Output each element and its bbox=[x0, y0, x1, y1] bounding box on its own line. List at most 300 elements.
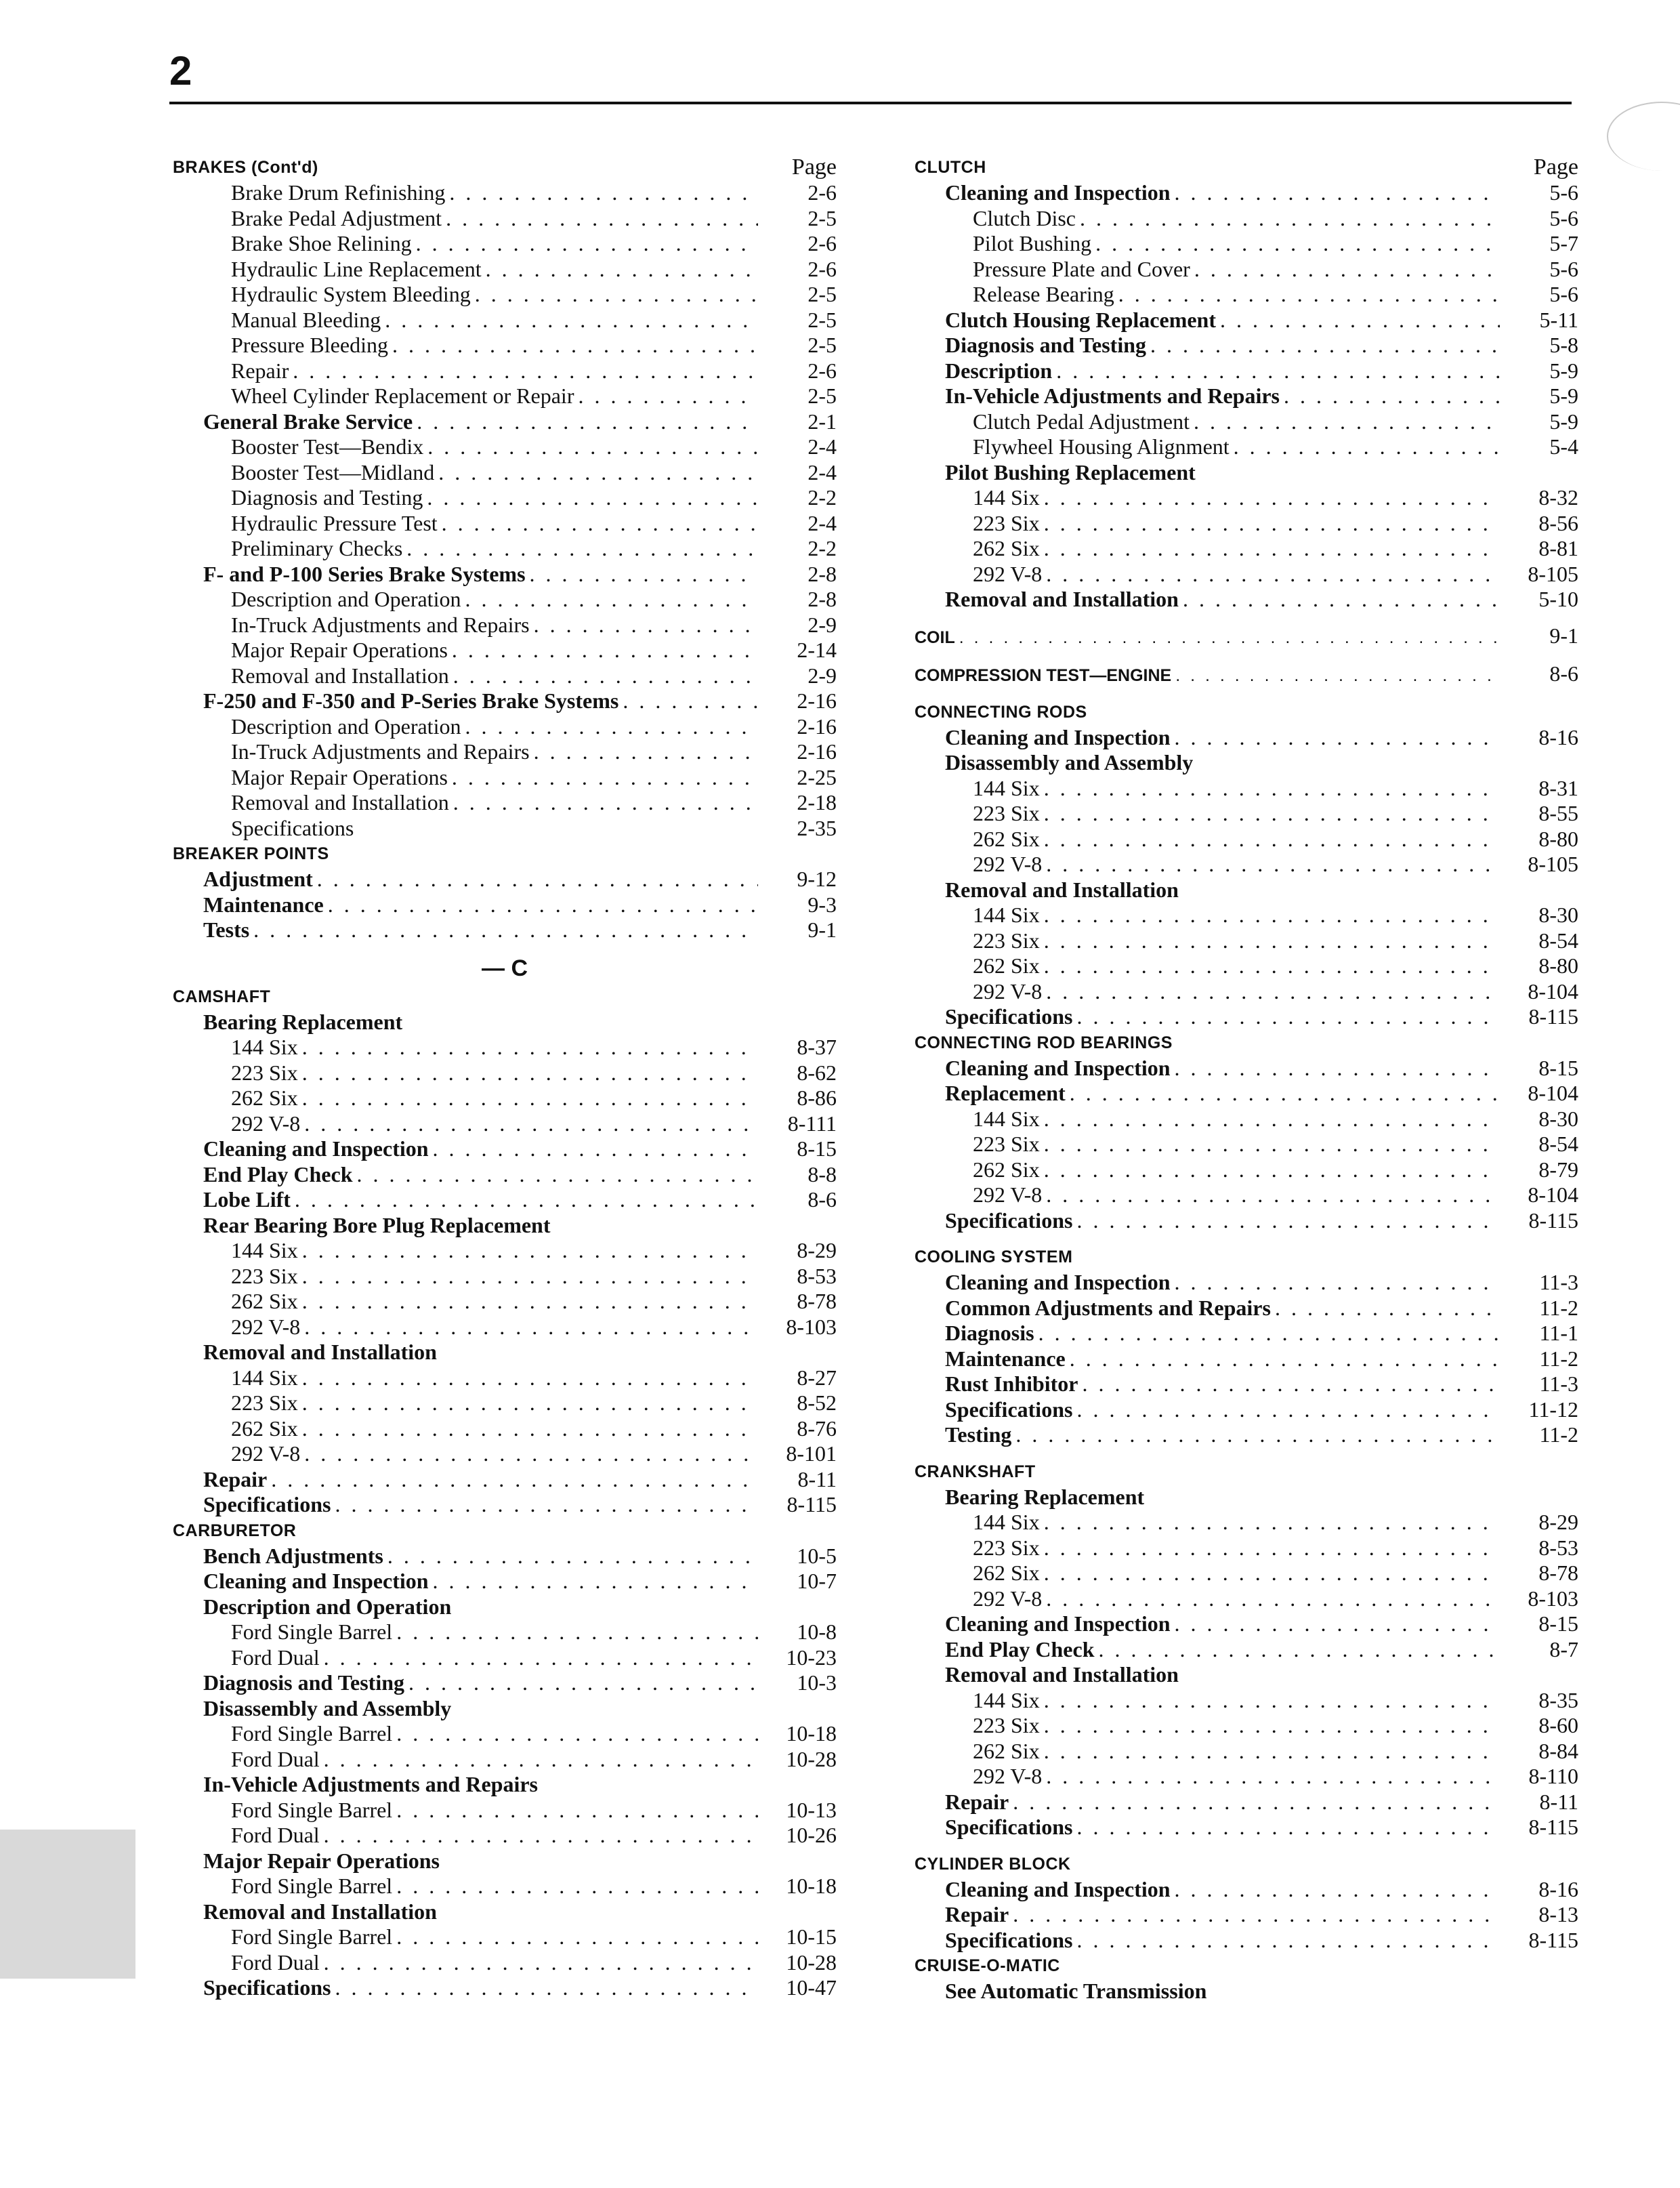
index-entry bbox=[173, 562, 837, 587]
page-ref: 9-1 bbox=[1549, 623, 1578, 648]
index-entry bbox=[173, 1213, 837, 1239]
index-entry bbox=[915, 1397, 1578, 1423]
index-entry bbox=[173, 1594, 837, 1620]
page-ref: 5-11 bbox=[1539, 307, 1578, 332]
entry-label: End Play Check bbox=[203, 1161, 353, 1186]
page-ref: 10-47 bbox=[786, 1975, 837, 2000]
entry-label: Maintenance bbox=[203, 892, 324, 917]
page-ref: 8-30 bbox=[1538, 1106, 1578, 1131]
page-ref: 8-16 bbox=[1538, 724, 1578, 749]
page-ref: 10-26 bbox=[786, 1823, 837, 1847]
page-ref: 2-2 bbox=[807, 536, 837, 560]
page-ref: 8-37 bbox=[797, 1035, 837, 1059]
entry-label: Removal and Installation bbox=[945, 1662, 1179, 1687]
entry-label: Clutch Housing Replacement bbox=[945, 307, 1216, 332]
dot-leader bbox=[1183, 587, 1500, 613]
dot-leader bbox=[1038, 1321, 1500, 1346]
entry-label: Specifications bbox=[945, 1004, 1073, 1029]
index-entry bbox=[915, 1321, 1578, 1346]
index-entry bbox=[915, 776, 1578, 802]
index-entry bbox=[173, 409, 837, 435]
dot-leader bbox=[328, 892, 758, 918]
dot-leader bbox=[1083, 1371, 1500, 1397]
index-entry bbox=[173, 1035, 837, 1060]
index-entry bbox=[915, 1371, 1578, 1397]
entry-label: 262 Six bbox=[231, 1086, 298, 1110]
entry-label: 262 Six bbox=[973, 953, 1040, 978]
dot-leader bbox=[1194, 409, 1500, 435]
entry-label: 292 V-8 bbox=[973, 978, 1043, 1004]
index-entry bbox=[915, 409, 1578, 435]
entry-label: Pressure Bleeding bbox=[231, 333, 388, 357]
dot-leader bbox=[335, 1492, 758, 1518]
dot-leader bbox=[442, 511, 758, 537]
index-entry bbox=[915, 1662, 1578, 1688]
page-ref: 10-3 bbox=[797, 1670, 837, 1695]
dot-leader bbox=[1044, 1107, 1500, 1132]
entry-label: Diagnosis and Testing bbox=[231, 485, 423, 510]
index-entry bbox=[173, 384, 837, 409]
page-ref: 8-7 bbox=[1549, 1636, 1578, 1661]
section-title: BREAKER POINTS bbox=[173, 844, 329, 863]
index-entry bbox=[915, 1586, 1578, 1612]
dot-leader bbox=[1044, 511, 1500, 537]
index-entry bbox=[915, 562, 1578, 587]
page-ref: 8-15 bbox=[1538, 1055, 1578, 1080]
page-ref: 8-115 bbox=[1528, 1207, 1578, 1233]
index-entry bbox=[173, 1340, 837, 1365]
dot-leader bbox=[1044, 1561, 1500, 1586]
page-ref: 2-14 bbox=[797, 638, 837, 662]
page-ref: 10-13 bbox=[786, 1797, 837, 1822]
page-ref: 5-6 bbox=[1549, 256, 1578, 281]
index-entry bbox=[173, 1670, 837, 1696]
entry-label: Repair bbox=[231, 358, 289, 383]
entry-label: Removal and Installation bbox=[231, 663, 449, 688]
dot-leader bbox=[356, 1162, 758, 1188]
page-ref: 8-6 bbox=[1549, 661, 1578, 686]
dot-leader bbox=[396, 1798, 758, 1823]
dot-leader bbox=[302, 1060, 758, 1086]
entry-label: 223 Six bbox=[231, 1060, 298, 1085]
entry-label: 292 V-8 bbox=[973, 561, 1043, 586]
dot-leader bbox=[534, 613, 758, 638]
dot-leader bbox=[578, 384, 758, 409]
entry-label: Testing bbox=[945, 1422, 1012, 1447]
section-title: CLUTCH bbox=[915, 158, 986, 177]
dot-leader bbox=[1175, 1056, 1500, 1081]
entry-label: Hydraulic System Bleeding bbox=[231, 282, 471, 306]
entry-label: Tests bbox=[203, 917, 250, 942]
entry-label: Clutch Disc bbox=[973, 205, 1076, 230]
page-ref: 2-5 bbox=[807, 205, 837, 230]
entry-label: Pressure Plate and Cover bbox=[973, 256, 1190, 281]
page-ref: 5-10 bbox=[1538, 587, 1578, 611]
section-heading bbox=[173, 984, 837, 1010]
entry-label: Ford Single Barrel bbox=[231, 1797, 393, 1822]
entry-label: Adjustment bbox=[203, 867, 313, 891]
page-ref: 8-84 bbox=[1538, 1738, 1578, 1763]
index-entry bbox=[173, 257, 837, 283]
entry-label: Disassembly and Assembly bbox=[945, 750, 1194, 775]
index-entry bbox=[915, 953, 1578, 979]
entry-label: Description and Operation bbox=[231, 714, 461, 739]
dot-leader bbox=[416, 231, 758, 257]
page-ref: 10-18 bbox=[786, 1721, 837, 1746]
dot-leader bbox=[438, 460, 758, 486]
index-entry bbox=[915, 1296, 1578, 1321]
entry-label: Specifications bbox=[231, 815, 354, 840]
page-ref: 10-28 bbox=[786, 1746, 837, 1771]
dot-leader bbox=[302, 1390, 758, 1416]
dot-leader bbox=[1044, 953, 1500, 979]
index-entry bbox=[173, 282, 837, 308]
index-entry bbox=[915, 878, 1578, 903]
index-entry bbox=[173, 180, 837, 206]
section-heading bbox=[173, 1518, 837, 1544]
dot-leader bbox=[1044, 536, 1500, 562]
page-ref: 10-8 bbox=[797, 1619, 837, 1644]
entry-label: Specifications bbox=[945, 1207, 1073, 1233]
section-heading bbox=[915, 623, 1578, 651]
entry-label: Disassembly and Assembly bbox=[203, 1695, 452, 1720]
section-heading bbox=[915, 1459, 1578, 1485]
index-entry bbox=[915, 282, 1578, 308]
dot-leader bbox=[387, 1544, 758, 1569]
page-ref: 2-5 bbox=[807, 384, 837, 408]
page-ref: 11-12 bbox=[1528, 1397, 1578, 1422]
entry-label: Description and Operation bbox=[203, 1594, 452, 1619]
page-ref: 5-9 bbox=[1549, 358, 1578, 383]
index-entry bbox=[915, 206, 1578, 232]
entry-label: Cleaning and Inspection bbox=[945, 1876, 1171, 1901]
page-ref: 8-81 bbox=[1538, 536, 1578, 560]
dot-leader bbox=[1056, 358, 1500, 384]
page-ref: 11-1 bbox=[1539, 1321, 1578, 1345]
index-entry bbox=[173, 1441, 837, 1467]
entry-label: Pilot Bushing Replacement bbox=[945, 459, 1196, 484]
entry-label: Brake Shoe Relining bbox=[231, 231, 412, 255]
index-entry bbox=[915, 1182, 1578, 1208]
page-ref: 8-76 bbox=[797, 1416, 837, 1441]
entry-label: Ford Single Barrel bbox=[231, 1924, 393, 1949]
index-entry bbox=[915, 1815, 1578, 1840]
dot-leader bbox=[534, 739, 758, 765]
page-ref: 8-79 bbox=[1538, 1157, 1578, 1182]
page-ref: 8-78 bbox=[1538, 1561, 1578, 1585]
entry-label: Rear Bearing Bore Plug Replacement bbox=[203, 1212, 551, 1237]
section-heading bbox=[915, 699, 1578, 725]
entry-label: Ford Single Barrel bbox=[231, 1721, 393, 1746]
index-entry bbox=[173, 1798, 837, 1823]
dot-leader bbox=[1175, 180, 1500, 206]
entry-label: Maintenance bbox=[945, 1346, 1066, 1371]
entry-label: F- and P-100 Series Brake Systems bbox=[203, 561, 526, 586]
page-ref: 8-62 bbox=[797, 1060, 837, 1085]
page-ref: 2-16 bbox=[797, 714, 837, 739]
dot-leader bbox=[449, 180, 758, 206]
section-title: CARBURETOR bbox=[173, 1521, 297, 1540]
page-ref: 2-2 bbox=[807, 485, 837, 510]
dot-leader bbox=[302, 1365, 758, 1391]
page-ref: 8-115 bbox=[1528, 1815, 1578, 1839]
dot-leader bbox=[1076, 1928, 1500, 1954]
dot-leader bbox=[1044, 1157, 1500, 1183]
page-ref: 8-86 bbox=[797, 1086, 837, 1110]
dot-leader bbox=[324, 1950, 758, 1976]
page-ref: 8-101 bbox=[786, 1441, 837, 1466]
page-ref: 9-1 bbox=[807, 917, 837, 942]
index-entry bbox=[915, 1790, 1578, 1815]
header-rule bbox=[169, 102, 1572, 104]
page-ref: 8-60 bbox=[1538, 1713, 1578, 1737]
index-entry bbox=[173, 1899, 837, 1925]
index-entry bbox=[173, 434, 837, 460]
dot-leader bbox=[406, 536, 758, 562]
dot-leader bbox=[1046, 852, 1500, 878]
dot-leader bbox=[271, 1467, 758, 1493]
dot-leader bbox=[392, 333, 758, 358]
entry-label: In-Truck Adjustments and Repairs bbox=[231, 739, 530, 764]
index-entry bbox=[915, 1056, 1578, 1081]
dot-leader bbox=[417, 409, 758, 435]
section-heading bbox=[173, 154, 837, 180]
entry-label: Cleaning and Inspection bbox=[945, 1055, 1171, 1080]
entry-label: 223 Six bbox=[231, 1390, 298, 1415]
index-entry bbox=[915, 257, 1578, 283]
index-entry bbox=[915, 358, 1578, 384]
page-ref: 5-9 bbox=[1549, 384, 1578, 408]
index-entry bbox=[915, 852, 1578, 878]
index-entry bbox=[173, 739, 837, 765]
index-entry bbox=[173, 714, 837, 740]
entry-label: Lobe Lift bbox=[203, 1187, 291, 1212]
dot-leader bbox=[1175, 663, 1500, 689]
page-ref: 8-115 bbox=[1528, 1004, 1578, 1029]
page-ref: 2-8 bbox=[807, 561, 837, 586]
index-entry bbox=[173, 638, 837, 663]
entry-label: 262 Six bbox=[231, 1289, 298, 1313]
index-entry bbox=[173, 1849, 837, 1874]
index-entry bbox=[173, 1416, 837, 1442]
index-entry bbox=[915, 587, 1578, 613]
index-entry bbox=[915, 1004, 1578, 1030]
section-title: COOLING SYSTEM bbox=[915, 1247, 1073, 1266]
index-entry bbox=[915, 536, 1578, 562]
dot-leader bbox=[1175, 725, 1500, 751]
index-entry bbox=[173, 1569, 837, 1594]
entry-label: In-Vehicle Adjustments and Repairs bbox=[945, 384, 1280, 408]
index-entry bbox=[915, 1713, 1578, 1739]
entry-label: 144 Six bbox=[973, 1510, 1040, 1534]
dot-leader bbox=[396, 1619, 758, 1645]
entry-label: 223 Six bbox=[231, 1263, 298, 1288]
entry-label: Cleaning and Inspection bbox=[945, 1270, 1171, 1294]
index-entry bbox=[915, 1422, 1578, 1448]
index-entry bbox=[173, 1950, 837, 1976]
page-ref: 11-2 bbox=[1539, 1295, 1578, 1320]
page-ref: 8-115 bbox=[786, 1492, 837, 1516]
index-entry bbox=[915, 903, 1578, 928]
page-ref: 5-4 bbox=[1549, 434, 1578, 459]
page-ref: 11-2 bbox=[1539, 1422, 1578, 1447]
page-ref: 8-6 bbox=[807, 1187, 837, 1212]
index-entry bbox=[173, 1467, 837, 1493]
page-ref: 2-1 bbox=[807, 409, 837, 434]
dot-leader bbox=[959, 625, 1500, 651]
entry-label: See Automatic Transmission bbox=[945, 1979, 1207, 2003]
page-column-label: Page bbox=[791, 154, 837, 180]
page-ref: 8-111 bbox=[787, 1111, 837, 1136]
entry-label: 292 V-8 bbox=[231, 1111, 301, 1136]
dot-leader bbox=[1275, 1296, 1500, 1321]
entry-label: Diagnosis bbox=[945, 1321, 1034, 1345]
entry-label: In-Vehicle Adjustments and Repairs bbox=[203, 1772, 538, 1796]
dot-leader bbox=[396, 1721, 758, 1747]
index-entry bbox=[173, 613, 837, 638]
index-entry bbox=[915, 928, 1578, 954]
section-heading bbox=[915, 661, 1578, 688]
index-entry bbox=[173, 587, 837, 613]
page-ref: 8-110 bbox=[1528, 1764, 1578, 1788]
page-ref: 5-6 bbox=[1549, 282, 1578, 306]
entry-label: Common Adjustments and Repairs bbox=[945, 1295, 1271, 1320]
index-entry bbox=[915, 750, 1578, 776]
index-entry bbox=[915, 1346, 1578, 1372]
entry-label: Removal and Installation bbox=[945, 587, 1179, 611]
dot-leader bbox=[302, 1086, 758, 1111]
index-entry bbox=[915, 1081, 1578, 1107]
dot-leader bbox=[465, 587, 758, 613]
entry-label: 262 Six bbox=[973, 1561, 1040, 1585]
index-entry bbox=[173, 206, 837, 232]
dot-leader bbox=[317, 867, 758, 892]
dot-leader bbox=[1046, 1586, 1500, 1612]
index-entry bbox=[173, 1060, 837, 1086]
page-edge-curl bbox=[1607, 102, 1680, 171]
entry-label: 262 Six bbox=[973, 1157, 1040, 1182]
section-heading bbox=[915, 1851, 1578, 1877]
page-ref: 8-56 bbox=[1538, 510, 1578, 535]
page-ref: 5-6 bbox=[1549, 205, 1578, 230]
dot-leader bbox=[1076, 1004, 1500, 1030]
entry-label: Booster Test—Bendix bbox=[231, 434, 424, 459]
entry-label: Diagnosis and Testing bbox=[945, 333, 1147, 357]
page-ref: 10-5 bbox=[797, 1543, 837, 1568]
page-ref: 11-3 bbox=[1539, 1270, 1578, 1294]
page-ref: 5-8 bbox=[1549, 333, 1578, 357]
index-entry bbox=[915, 511, 1578, 537]
index-entry bbox=[173, 663, 837, 689]
index-entry bbox=[915, 1157, 1578, 1183]
dot-leader bbox=[1076, 1208, 1500, 1234]
entry-label: 144 Six bbox=[231, 1238, 298, 1262]
page-ref: 9-12 bbox=[797, 867, 837, 891]
index-entry bbox=[915, 1739, 1578, 1764]
dot-leader bbox=[1046, 562, 1500, 587]
entry-label: 144 Six bbox=[231, 1365, 298, 1390]
page-ref: 8-30 bbox=[1538, 903, 1578, 927]
dot-leader bbox=[1046, 1764, 1500, 1790]
dot-leader bbox=[1070, 1081, 1500, 1107]
page-ref: 10-18 bbox=[786, 1874, 837, 1898]
entry-label: Ford Dual bbox=[231, 1823, 320, 1847]
page-ref: 10-15 bbox=[786, 1924, 837, 1949]
entry-label: Cleaning and Inspection bbox=[945, 1611, 1171, 1636]
entry-label: Manual Bleeding bbox=[231, 307, 381, 332]
dot-leader bbox=[1220, 308, 1500, 333]
index-entry bbox=[915, 1535, 1578, 1561]
entry-label: Specifications bbox=[203, 1975, 331, 2000]
page-ref: 11-2 bbox=[1539, 1346, 1578, 1371]
index-entry bbox=[915, 180, 1578, 206]
page-ref: 8-32 bbox=[1538, 485, 1578, 510]
page-ref: 2-9 bbox=[807, 663, 837, 688]
page-ref: 8-104 bbox=[1528, 1182, 1578, 1207]
page-ref: 2-6 bbox=[807, 180, 837, 205]
index-entry bbox=[173, 688, 837, 714]
dot-leader bbox=[396, 1924, 758, 1950]
index-entry bbox=[173, 867, 837, 892]
index-entry bbox=[915, 308, 1578, 333]
page-ref: 2-5 bbox=[807, 282, 837, 306]
dot-leader bbox=[324, 1823, 758, 1849]
page-ref: 2-16 bbox=[797, 739, 837, 764]
page-ref: 8-115 bbox=[1528, 1927, 1578, 1952]
page-ref: 8-8 bbox=[807, 1161, 837, 1186]
index-column-left bbox=[173, 154, 837, 2001]
dot-leader bbox=[304, 1315, 758, 1340]
index-entry bbox=[173, 1315, 837, 1340]
index-entry bbox=[173, 1772, 837, 1798]
page-ref: 8-53 bbox=[797, 1263, 837, 1288]
dot-leader bbox=[302, 1264, 758, 1289]
dot-leader bbox=[530, 562, 758, 587]
section-title: CYLINDER BLOCK bbox=[915, 1854, 1071, 1874]
index-entry bbox=[173, 1696, 837, 1722]
section-title: CAMSHAFT bbox=[173, 987, 271, 1006]
dot-leader bbox=[1234, 434, 1500, 460]
entry-label: Repair bbox=[945, 1902, 1009, 1926]
index-entry bbox=[173, 917, 837, 943]
entry-label: Ford Single Barrel bbox=[231, 1874, 393, 1898]
index-entry bbox=[915, 1764, 1578, 1790]
entry-label: 262 Six bbox=[231, 1416, 298, 1441]
index-entry bbox=[173, 536, 837, 562]
entry-label: 223 Six bbox=[973, 1132, 1040, 1156]
entry-label: Removal and Installation bbox=[231, 790, 449, 814]
page-ref: 10-28 bbox=[786, 1949, 837, 1975]
index-entry bbox=[173, 1238, 837, 1264]
section-title: CONNECTING RODS bbox=[915, 702, 1087, 722]
index-entry bbox=[173, 1162, 837, 1188]
dot-leader bbox=[453, 790, 758, 816]
page-ref: 8-52 bbox=[797, 1390, 837, 1415]
index-entry bbox=[173, 1136, 837, 1162]
page-ref: 8-54 bbox=[1538, 928, 1578, 953]
index-entry bbox=[173, 485, 837, 511]
index-entry bbox=[915, 1902, 1578, 1928]
dot-leader bbox=[1044, 1713, 1500, 1739]
page-ref: 2-25 bbox=[797, 764, 837, 789]
section-title: CRANKSHAFT bbox=[915, 1462, 1036, 1481]
dot-leader bbox=[1044, 1739, 1500, 1764]
entry-label: Major Repair Operations bbox=[203, 1848, 440, 1873]
index-entry bbox=[173, 1187, 837, 1213]
index-entry bbox=[173, 460, 837, 486]
section-heading bbox=[915, 1030, 1578, 1056]
page-ref: 8-105 bbox=[1528, 852, 1578, 876]
